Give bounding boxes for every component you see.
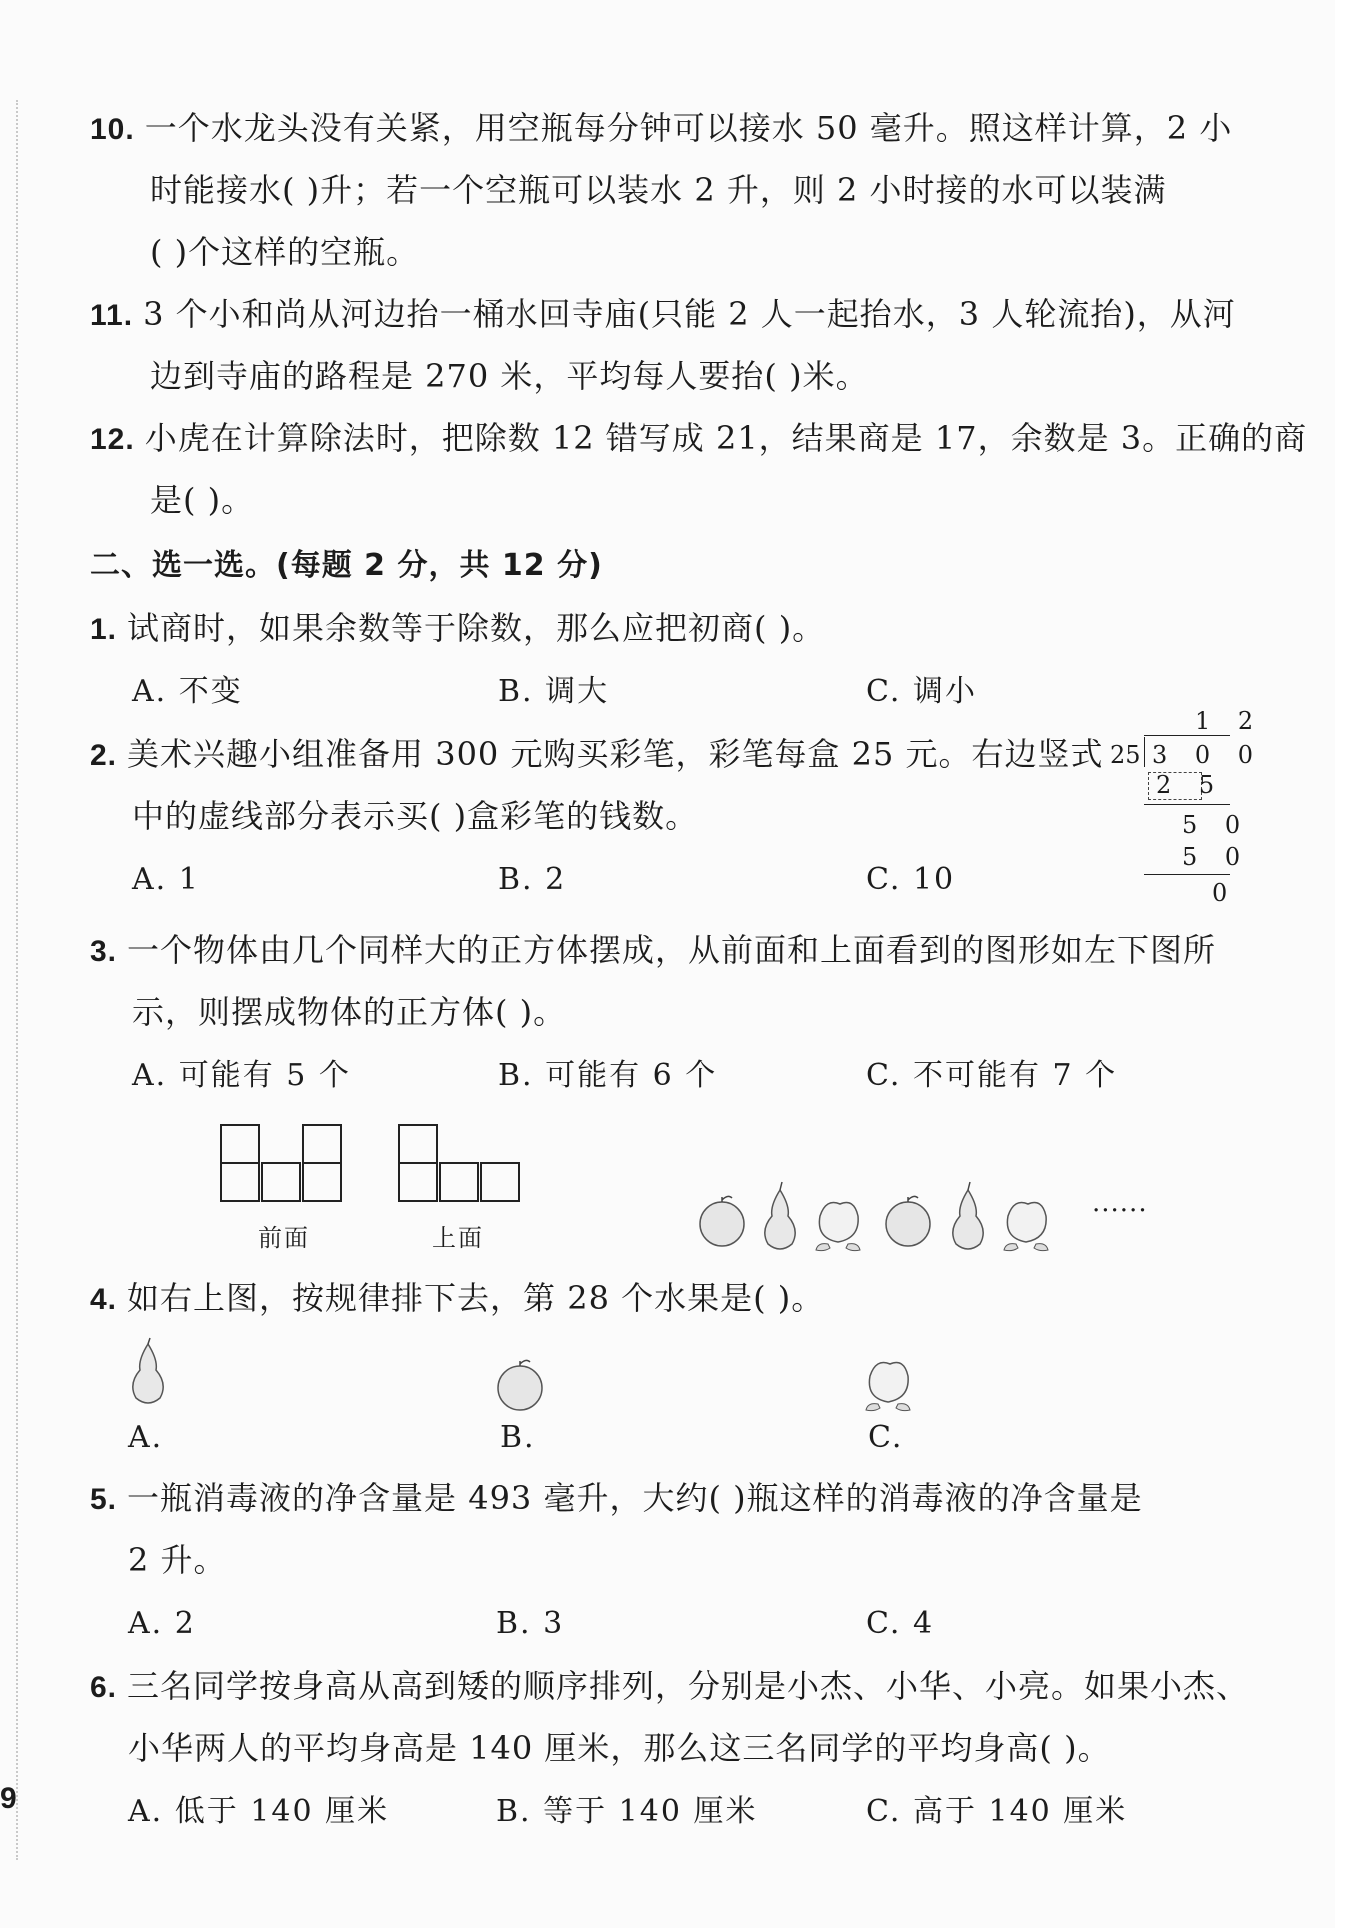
- c2-option-a[interactable]: A. 1: [132, 862, 200, 897]
- option-a-pear-icon: [122, 1336, 182, 1416]
- q11-text-1: 3 个小和尚从河边抬一桶水回寺庙(只能 2 人一起抬水，3 人轮流抬)，从河: [143, 295, 1236, 333]
- c3-line2: 示，则摆成物体的正方体( )。: [132, 993, 567, 1031]
- c2-text-1: 美术兴趣小组准备用 300 元购买彩笔，彩笔每盒 25 元。右边竖式: [127, 735, 1104, 773]
- c3-option-c[interactable]: C. 不可能有 7 个: [866, 1058, 1118, 1093]
- c5-line2: 2 升。: [128, 1541, 227, 1579]
- long-division: [1100, 700, 1264, 920]
- c5-option-a[interactable]: A. 2: [128, 1606, 196, 1641]
- pear-icon: [953, 1182, 983, 1249]
- c6-option-b[interactable]: B. 等于 140 厘米: [496, 1794, 758, 1829]
- c2-line1: [90, 734, 1104, 776]
- c3-line1: [90, 930, 1216, 972]
- c1-text: 试商时，如果余数等于除数，那么应把初商( )。: [127, 609, 826, 647]
- division-bar-2: [1144, 874, 1230, 875]
- c3-text-1: 一个物体由几个同样大的正方体摆成，从前面和上面看到的图形如左下图所: [127, 931, 1217, 969]
- q10-line1: [90, 108, 1232, 150]
- section-2-heading: 二、选一选。(每题 2 分，共 12 分): [90, 548, 603, 583]
- top-view-caption: 上面: [432, 1224, 484, 1252]
- division-divisor: 25: [1110, 741, 1141, 769]
- c5-text-1: 一瓶消毒液的净含量是 493 毫升，大约( )瓶这样的消毒液的净含量是: [127, 1479, 1143, 1517]
- q10-line3: ( )个这样的空瓶。: [150, 233, 420, 271]
- orange-icon: [886, 1196, 930, 1246]
- c6-line1: [90, 1666, 1249, 1708]
- top-cell: [398, 1124, 438, 1164]
- peach-icon: [816, 1203, 860, 1251]
- top-cell: [398, 1162, 438, 1202]
- c3-number: 3.: [90, 935, 118, 968]
- q10-number: 10.: [90, 113, 135, 146]
- front-cell: [302, 1124, 342, 1164]
- c2-option-c[interactable]: C. 10: [866, 862, 956, 897]
- c2-line2: 中的虚线部分表示买( )盒彩笔的钱数。: [132, 797, 699, 835]
- c6-number: 6.: [90, 1671, 118, 1704]
- c1-option-c[interactable]: C. 调小: [866, 674, 977, 709]
- q12-text-1: 小虎在计算除法时，把除数 12 错写成 21，结果商是 17，余数是 3。正确的商: [144, 419, 1308, 457]
- q11-line2: 边到寺庙的路程是 270 米，平均每人要抬( )米。: [150, 357, 869, 395]
- page-edge-rule: [16, 100, 20, 1860]
- c5-line1: [90, 1478, 1143, 1520]
- option-b-orange-icon: [490, 1356, 550, 1416]
- page-number: 9: [0, 1782, 17, 1815]
- q11-number: 11.: [90, 299, 134, 332]
- division-dividend: 3 0 0: [1152, 741, 1264, 769]
- c3-option-a[interactable]: A. 可能有 5 个: [132, 1058, 351, 1093]
- q10-line2: 时能接水( )升；若一个空瓶可以装水 2 升，则 2 小时接的水可以装满: [150, 171, 1167, 209]
- q12-line1: [90, 418, 1307, 460]
- c6-option-a[interactable]: A. 低于 140 厘米: [128, 1794, 390, 1829]
- option-c-peach-icon: [858, 1350, 918, 1420]
- division-top-bar: [1144, 735, 1230, 736]
- c6-option-c[interactable]: C. 高于 140 厘米: [866, 1794, 1128, 1829]
- c5-option-c[interactable]: C. 4: [866, 1606, 935, 1641]
- c1-number: 1.: [90, 613, 118, 646]
- q12-line2: 是( )。: [150, 481, 255, 519]
- front-view-caption: 前面: [258, 1224, 310, 1252]
- c5-number: 5.: [90, 1483, 118, 1516]
- front-cell: [261, 1162, 301, 1202]
- division-remainder: 0: [1212, 879, 1238, 907]
- top-cell: [439, 1162, 479, 1202]
- front-cell: [220, 1124, 260, 1164]
- c4-number: 4.: [90, 1283, 118, 1316]
- c6-line2: 小华两人的平均身高是 140 厘米，那么这三名同学的平均身高( )。: [128, 1729, 1111, 1767]
- division-step3: 5 0: [1182, 843, 1251, 871]
- c1-option-a[interactable]: A. 不变: [132, 674, 243, 709]
- c3-option-b[interactable]: B. 可能有 6 个: [498, 1058, 718, 1093]
- c4-option-c[interactable]: C.: [868, 1420, 904, 1455]
- q12-number: 12.: [90, 423, 135, 456]
- fruit-sequence-ellipsis: ......: [1092, 1188, 1148, 1218]
- division-step1: 2 5: [1156, 771, 1225, 799]
- c2-option-b[interactable]: B. 2: [498, 862, 567, 897]
- peach-icon: [1004, 1203, 1048, 1251]
- c4-line: [90, 1278, 824, 1320]
- pear-icon: [765, 1182, 795, 1249]
- front-cell: [220, 1162, 260, 1202]
- q11-line1: [90, 294, 1236, 336]
- c4-text: 如右上图，按规律排下去，第 28 个水果是( )。: [127, 1279, 825, 1317]
- c2-number: 2.: [90, 739, 118, 772]
- c5-option-b[interactable]: B. 3: [496, 1606, 565, 1641]
- front-cell: [302, 1162, 342, 1202]
- top-cell: [480, 1162, 520, 1202]
- c1-option-b[interactable]: B. 调大: [498, 674, 610, 709]
- q10-text-1: 一个水龙头没有关紧，用空瓶每分钟可以接水 50 毫升。照这样计算，2 小: [144, 109, 1233, 147]
- division-bracket: [1144, 737, 1145, 767]
- orange-icon: [700, 1196, 744, 1246]
- division-bar-1: [1144, 804, 1230, 805]
- fruit-sequence: [688, 1172, 1088, 1252]
- division-quotient: 1 2: [1195, 707, 1264, 735]
- c1-line: [90, 608, 825, 650]
- division-step2: 5 0: [1182, 811, 1251, 839]
- c4-option-a[interactable]: A.: [128, 1420, 164, 1455]
- c4-option-b[interactable]: B.: [500, 1420, 536, 1455]
- c6-text-1: 三名同学按身高从高到矮的顺序排列，分别是小杰、小华、小亮。如果小杰、: [127, 1667, 1250, 1705]
